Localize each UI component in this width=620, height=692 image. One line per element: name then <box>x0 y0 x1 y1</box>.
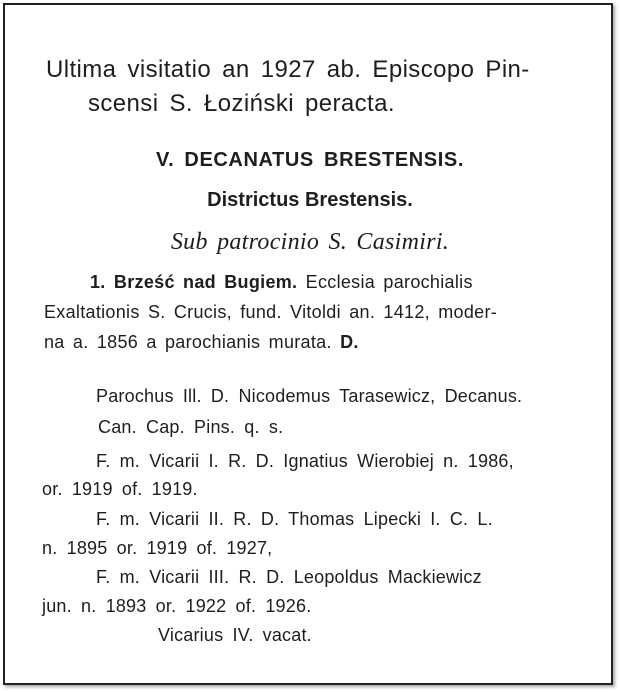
parish-name: 1. Brześć nad Bugiem. <box>90 272 298 292</box>
intro-line-1: Ultima visitatio an 1927 ab. Episcopo Pin- <box>46 56 530 83</box>
parish-line-3-mark: D. <box>340 332 359 352</box>
patrocinio-heading: Sub patrocinio S. Casimiri. <box>170 229 450 255</box>
parish-line-1-rest: Ecclesia parochialis <box>305 272 473 292</box>
clergy-line: F. m. Vicarii III. R. D. Leopoldus Mackiewicz <box>96 567 482 587</box>
parish-line-1 <box>90 273 473 291</box>
clergy-line: F. m. Vicarii II. R. D. Thomas Lipecki I. C. L. <box>96 509 493 529</box>
intro-line-2: scensi S. Łoziński peracta. <box>88 90 395 117</box>
districtus-heading: Districtus Brestensis. <box>207 189 413 211</box>
clergy-line: or. 1919 of. 1919. <box>42 479 198 499</box>
clergy-line: F. m. Vicarii I. R. D. Ignatius Wierobiej n. 1986, <box>96 451 514 471</box>
clergy-line: jun. n. 1893 or. 1922 of. 1926. <box>42 596 312 616</box>
clergy-line: n. 1895 or. 1919 of. 1927, <box>42 538 273 558</box>
clergy-line: Vicarius IV. vacat. <box>158 625 312 645</box>
parish-line-2: Exaltationis S. Crucis, fund. Vitoldi an. 1412, moder- <box>44 302 498 322</box>
parish-line-3 <box>44 333 359 351</box>
decanatus-heading: V. DECANATUS BRESTENSIS. <box>155 149 464 171</box>
clergy-line: Can. Cap. Pins. q. s. <box>98 417 284 437</box>
clergy-line: Parochus Ill. D. Nicodemus Tarasewicz, Decanus. <box>96 386 523 406</box>
parish-line-3-text: na a. 1856 a parochianis murata. <box>44 332 332 352</box>
